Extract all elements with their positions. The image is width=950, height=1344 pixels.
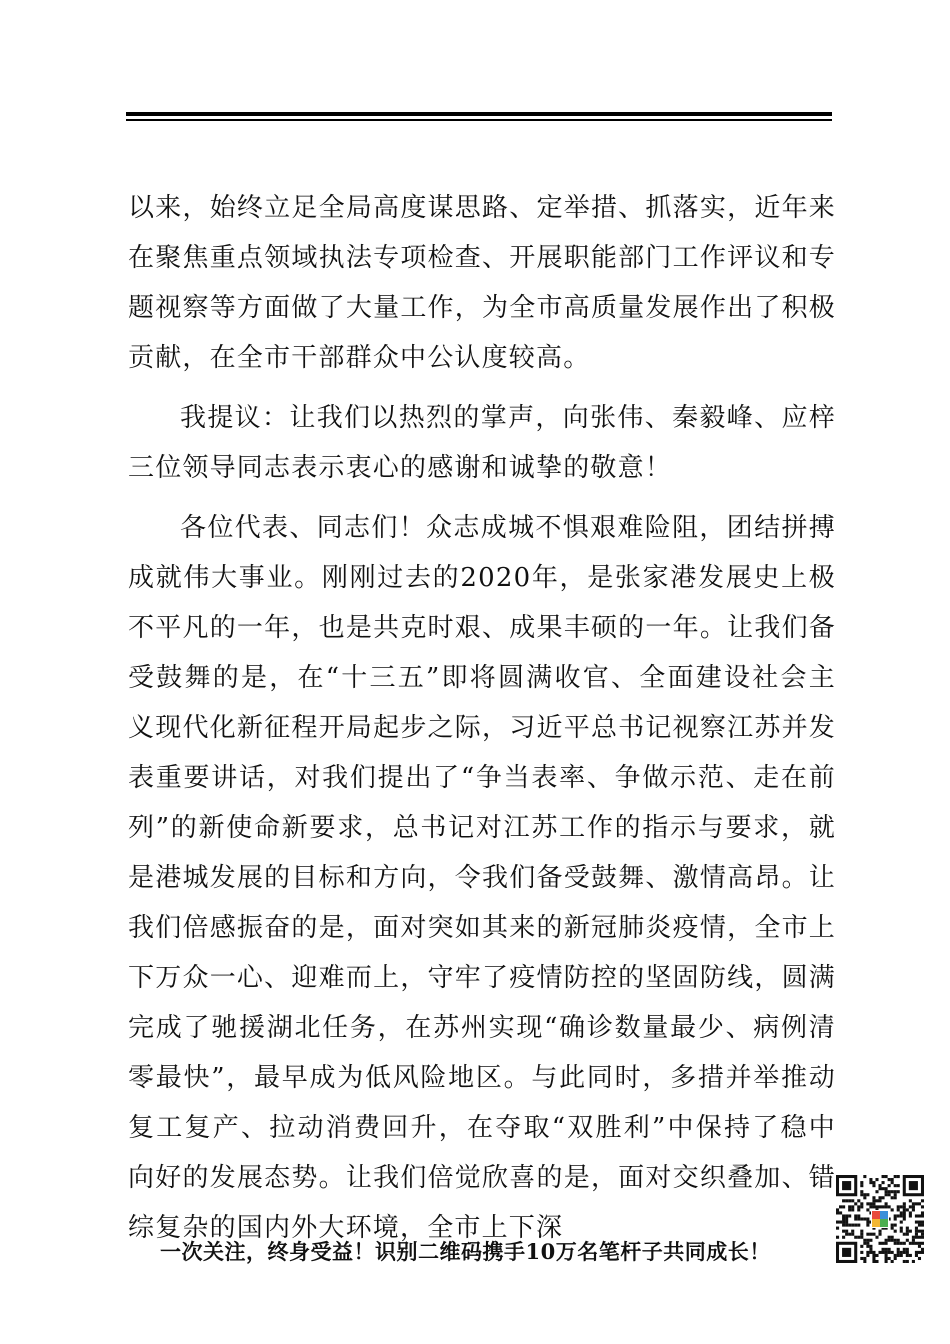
header-rule-thin (126, 119, 832, 121)
document-body (128, 183, 836, 1263)
paragraph-1: 以来，始终立足全局高度谋思路、定举措、抓落实，近年来在聚焦重点领域执法专项检查、开展职能部门工作评议和专题视察等方面做了大量工作，为全市高质量发展作出了积极贡献，在全市干部群众中公认度较高。 (128, 193, 836, 373)
header-rule-thick (126, 112, 832, 116)
paragraph-3: 各位代表、同志们！众志成城不惧艰难险阻，团结拼搏成就伟大事业。刚刚过去的2020年，是张家港发展史上极不平凡的一年，也是共克时艰、成果丰硕的一年。让我们备受鼓舞的是，在“十三五”即将圆满收官、全面建设社会主义现代化新征程开局起步之际，习近平总书记视察江苏并发表重要讲话，对我们提出了“争当表率、争做示范、走在前列”的新使命新要求，总书记对江苏工作的指示与要求，就是港城发展的目标和方向，令我们备受鼓舞、激情高昂。让我们倍感振奋的是，面对突如其来的新冠肺炎疫情，全市上下万众一心、迎难而上，守牢了疫情防控的坚固防线，圆满完成了驰援湖北任务，在苏州实现“确诊数量最少、病例清零最快”，最早成为低风险地区。与此同时，多措并举推动复工复产、拉动消费回升，在夺取“双胜利”中保持了稳中向好的发展态势。让我们倍觉欣喜的是，面对交织叠加、错综复杂的国内外大环境，全市上下深 (128, 513, 836, 1243)
paragraph-2: 我提议：让我们以热烈的掌声，向张伟、秦毅峰、应梓三位领导同志表示衷心的感谢和诚挚的敬意！ (128, 403, 836, 483)
footer-slogan: 一次关注，终身受益！识别二维码携手10万名笔杆子共同成长！ (160, 1239, 771, 1264)
qr-code-icon (836, 1175, 924, 1263)
